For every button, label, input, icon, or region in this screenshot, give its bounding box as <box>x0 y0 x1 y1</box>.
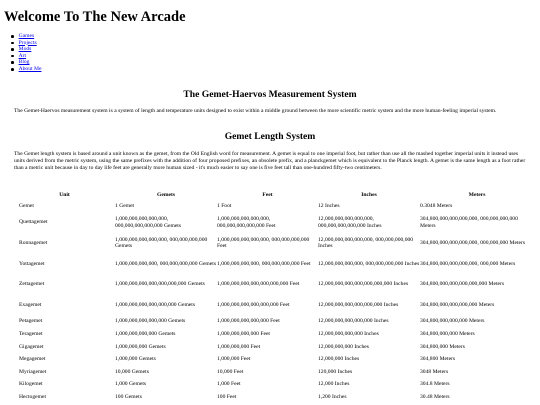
nav-item-about-me <box>11 66 41 73</box>
nav-item-blog <box>11 59 41 66</box>
cell-unit: Ronnagemet <box>19 240 48 247</box>
cell-feet: 1,000,000,000,000 Feet <box>217 331 270 338</box>
cell-feet: 1,000 Feet <box>217 381 241 388</box>
cell-feet: 1,000,000,000 Feet <box>217 343 261 350</box>
cell-unit: Teragemet <box>19 331 43 338</box>
cell-feet: 10,000 Feet <box>217 368 244 375</box>
table-row <box>14 254 534 275</box>
cell-meters: 304,800,000,000,000 Meters <box>420 318 485 325</box>
cell-meters: 304,800,000 Meters <box>420 343 465 350</box>
nav-link-mods[interactable]: Mods <box>18 46 32 53</box>
cell-inches: 12,000,000,000,000,000 Inches <box>318 318 389 325</box>
table-row <box>14 200 534 213</box>
cell-unit: Hectogemet <box>19 394 47 401</box>
cell-unit: Petagemet <box>19 318 43 325</box>
nav-link-projects[interactable]: Projects <box>18 39 37 46</box>
table-row <box>14 316 534 329</box>
cell-meters: 304,800,000,000,000,000 Meters <box>420 301 495 308</box>
cell-meters: 304.8 Meters <box>420 381 450 388</box>
table-row <box>14 366 534 379</box>
cell-inches: 120,000 Inches <box>318 368 353 375</box>
cell-inches: 12,000 Inches <box>318 381 350 388</box>
cell-inches: 12 Inches <box>318 202 340 209</box>
cell-feet: 1,000,000,000,000, 000,000,000,000 Feet <box>217 260 311 267</box>
cell-gemets: 1,000,000,000,000,000,000 Gemets <box>115 301 196 308</box>
cell-inches: 12,000,000,000 Inches <box>318 343 369 350</box>
cell-inches: 12,000,000,000,000 Inches <box>318 331 379 338</box>
cell-gemets: 1,000,000,000,000 Gemets <box>115 331 176 338</box>
cell-gemets: 1,000,000,000,000,000,000,000 Gemets <box>115 281 205 288</box>
bullet-icon <box>11 55 14 58</box>
column-header-meters: Meters <box>468 191 486 198</box>
table-header-row <box>14 190 534 200</box>
cell-meters: 0.3048 Meters <box>420 202 453 209</box>
nav-item-mods <box>11 46 41 53</box>
cell-feet: 1,000,000,000,000,000, 000,000,000,000,000 Feet <box>217 216 276 229</box>
column-header-inches: Inches <box>361 191 377 198</box>
cell-feet: 1,000,000,000,000,000, 000,000,000,000 Feet <box>217 236 310 250</box>
length-paragraph: The Gemet length system is based around a unit known as the gemet, from the Old English word for measurement. A gemet is equal to one imperial foot, but rather than use all the mashed together imperial units it instead uses units derived from the metric system, using the same prefixes with the addition of four proposed prefixes, an obsolete prefix, and a planckgemet which is equivalent to the Planck length. A gemet is the same length as a foot rather than a metric unit because in day to day life feet are generally more human sized - it's much easier to say one is five feet tall than one-hundred fifty-two centimeters. <box>14 151 526 172</box>
nav-item-projects <box>11 40 41 47</box>
cell-meters: 304,800,000,000,000,000, 000,000,000,000 Meters <box>420 216 518 229</box>
cell-feet: 1,000,000,000,000,000,000 Feet <box>217 301 290 308</box>
table-row <box>14 233 534 254</box>
cell-meters: 304,800,000,000,000,000, 000,000 Meters <box>420 260 516 267</box>
cell-gemets: 100 Gemets <box>115 394 142 401</box>
nav-item-games <box>11 33 41 40</box>
page-heading: The Gemet-Haervos Measurement System <box>183 89 357 100</box>
length-table <box>14 190 534 404</box>
nav-link-art[interactable]: Art <box>18 52 27 59</box>
cell-feet: 1 Foot <box>217 202 232 209</box>
cell-unit: Yottagemet <box>19 260 45 267</box>
cell-unit: Zettagemet <box>19 281 45 288</box>
bullet-icon <box>11 42 14 45</box>
cell-gemets: 1,000,000,000 Gemets <box>115 343 166 350</box>
cell-gemets: 1,000,000,000,000,000, 000,000,000,000,000 Gemets <box>115 216 182 229</box>
cell-meters: 30.48 Meters <box>420 394 450 401</box>
cell-gemets: 1,000,000,000,000, 000,000,000,000 Gemets <box>115 260 216 267</box>
column-header-feet: Feet <box>262 191 273 198</box>
cell-unit: Myriagemet <box>19 368 47 375</box>
cell-inches: 12,000,000,000,000,000, 000,000,000,000,000 Inches <box>318 216 382 229</box>
cell-meters: 304,800,000,000 Meters <box>420 331 475 338</box>
cell-inches: 12,000,000,000,000,000,000 Inches <box>318 301 399 308</box>
cell-feet: 1,000,000,000,000,000 Feet <box>217 318 280 325</box>
cell-feet: 1,000,000 Feet <box>217 356 251 363</box>
cell-unit: Quettagemet <box>19 219 48 226</box>
nav-item-art <box>11 53 41 60</box>
cell-meters: 304,800,000,000,000,000, 000,000,000 Meters <box>420 240 526 247</box>
site-title: Welcome To The New Arcade <box>4 9 186 25</box>
table-row <box>14 328 534 341</box>
cell-inches: 1,200 Inches <box>318 394 347 401</box>
site-nav <box>11 33 41 73</box>
bullet-icon <box>11 35 14 38</box>
cell-unit: Megagemet <box>19 356 46 363</box>
cell-unit: Gemet <box>19 202 34 209</box>
cell-meters: 304,800,000,000,000,000,000 Meters <box>420 281 505 288</box>
cell-unit: Kilogemet <box>19 381 43 388</box>
section-heading-length: Gemet Length System <box>224 131 316 142</box>
table-row <box>14 295 534 316</box>
cell-inches: 12,000,000 Inches <box>318 356 360 363</box>
table-row <box>14 353 534 366</box>
cell-unit: Exagemet <box>19 301 42 308</box>
cell-gemets: 1 Gemet <box>115 202 135 209</box>
intro-paragraph: The Gemet-Haervos measurement system is a system of length and temperature units designed to exist within a middle ground between the more scientific metric system and the more human-feeling imperial system. <box>14 108 497 114</box>
table-row <box>14 274 534 295</box>
cell-meters: 3048 Meters <box>420 368 449 375</box>
table-row <box>14 341 534 354</box>
cell-feet: 1,000,000,000,000,000,000,000 Feet <box>217 281 300 288</box>
bullet-icon <box>11 48 14 51</box>
cell-inches: 12,000,000,000,000,000, 000,000,000,000 Inches <box>318 236 414 250</box>
bullet-icon <box>11 61 14 64</box>
nav-link-about-me[interactable]: About Me <box>18 65 42 72</box>
cell-gemets: 1,000,000,000,000,000 Gemets <box>115 318 186 325</box>
column-header-unit: Unit <box>59 191 70 198</box>
nav-link-games[interactable]: Games <box>18 33 35 39</box>
cell-gemets: 1,000 Gemets <box>115 381 147 388</box>
cell-gemets: 1,000,000 Gemets <box>115 356 156 363</box>
cell-gemets: 10,000 Gemets <box>115 368 149 375</box>
cell-inches: 12,000,000,000,000, 000,000,000,000 Inches <box>318 260 420 267</box>
cell-unit: Gigagemet <box>19 343 44 350</box>
table-row <box>14 213 534 234</box>
cell-feet: 100 Feet <box>217 394 237 401</box>
nav-link-blog[interactable]: Blog <box>18 59 30 66</box>
table-row <box>14 379 534 392</box>
cell-gemets: 1,000,000,000,000,000, 000,000,000,000 Gemets <box>115 236 208 250</box>
table-row <box>14 391 534 404</box>
cell-meters: 304,800 Meters <box>420 356 456 363</box>
cell-inches: 12,000,000,000,000,000,000,000 Inches <box>318 281 409 288</box>
column-header-gemets: Gemets <box>156 191 176 198</box>
bullet-icon <box>11 68 14 71</box>
